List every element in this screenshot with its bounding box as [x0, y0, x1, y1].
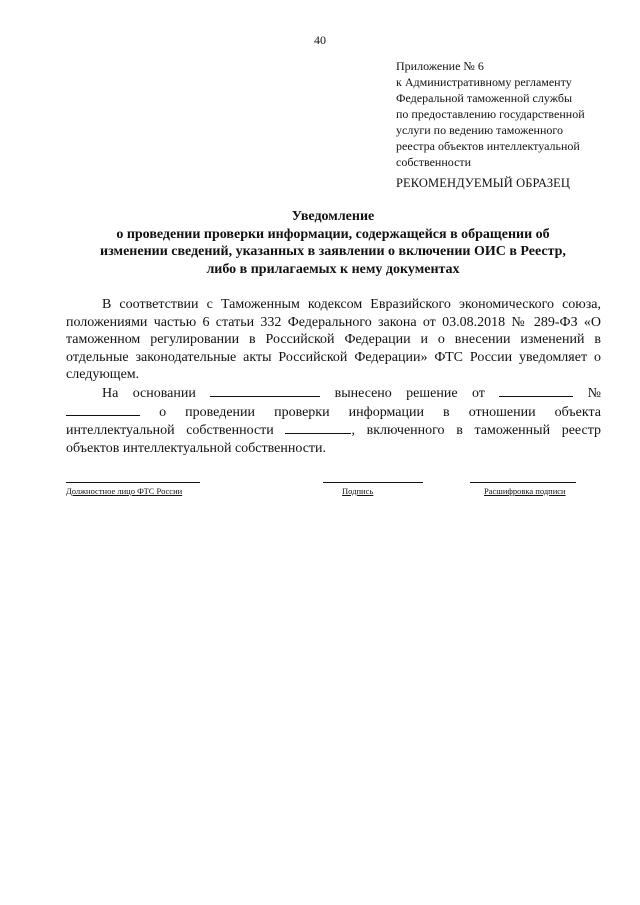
appendix-line: услуги по ведению таможенного	[396, 123, 564, 137]
title-heading: Уведомление	[291, 209, 375, 224]
decision-text-basis: На основании	[102, 385, 196, 401]
title-line: изменении сведений, указанных в заявлении о включении ОИС в Реестр,	[100, 244, 566, 259]
appendix-line: к Административному регламенту	[396, 75, 572, 89]
appendix-line: Федеральной таможенной службы	[396, 91, 573, 105]
appendix-block	[396, 58, 611, 170]
date-blank	[499, 384, 573, 397]
decision-text-registry: , включенного в таможенный реестр объектов интеллектуальной собственности.	[66, 423, 601, 456]
appendix-line: по предоставлению государственной	[396, 107, 585, 121]
number-blank	[66, 403, 140, 416]
decision-text-decided: вынесено решение от	[334, 385, 485, 401]
decision-text-check: о проведении проверки информации в отношении объекта интеллектуальной собственности	[66, 404, 602, 439]
position-signature-line	[66, 482, 200, 483]
paragraph-legal-basis: В соответствии с Таможенным кодексом Евразийского экономического союза, положениями частью 6 статьи 332 Федерального закона от 03.08.2018 № 289-ФЗ «О таможенном регулировании в Российской Федерации и о внесении изменений в отдельные законодательные акты Российской Федерации» ФТС России уведомляет о следующем.	[66, 297, 601, 383]
signature-line	[323, 482, 423, 483]
number-sign: №	[587, 385, 601, 401]
decoding-signature-line	[470, 482, 576, 483]
basis-blank	[210, 384, 320, 397]
paragraph-decision	[66, 384, 601, 457]
sample-mark: РЕКОМЕНДУЕМЫЙ ОБРАЗЕЦ	[396, 176, 571, 190]
decoding-caption: Расшифровка подписи	[484, 486, 566, 496]
document-title	[66, 208, 600, 278]
appendix-line: собственности	[396, 155, 472, 169]
body-text	[66, 296, 601, 457]
page-number: 40	[314, 33, 326, 47]
appendix-line: Приложение № 6	[396, 59, 484, 73]
title-line: о проведении проверки информации, содержащейся в обращении об	[116, 226, 550, 242]
appendix-line: реестра объектов интеллектуальной	[396, 139, 580, 153]
ois-blank	[285, 421, 351, 434]
signature-caption: Подпись	[342, 486, 374, 496]
position-caption: Должностное лицо ФТС России	[66, 486, 183, 496]
title-line: либо в прилагаемых к нему документах	[206, 261, 460, 277]
